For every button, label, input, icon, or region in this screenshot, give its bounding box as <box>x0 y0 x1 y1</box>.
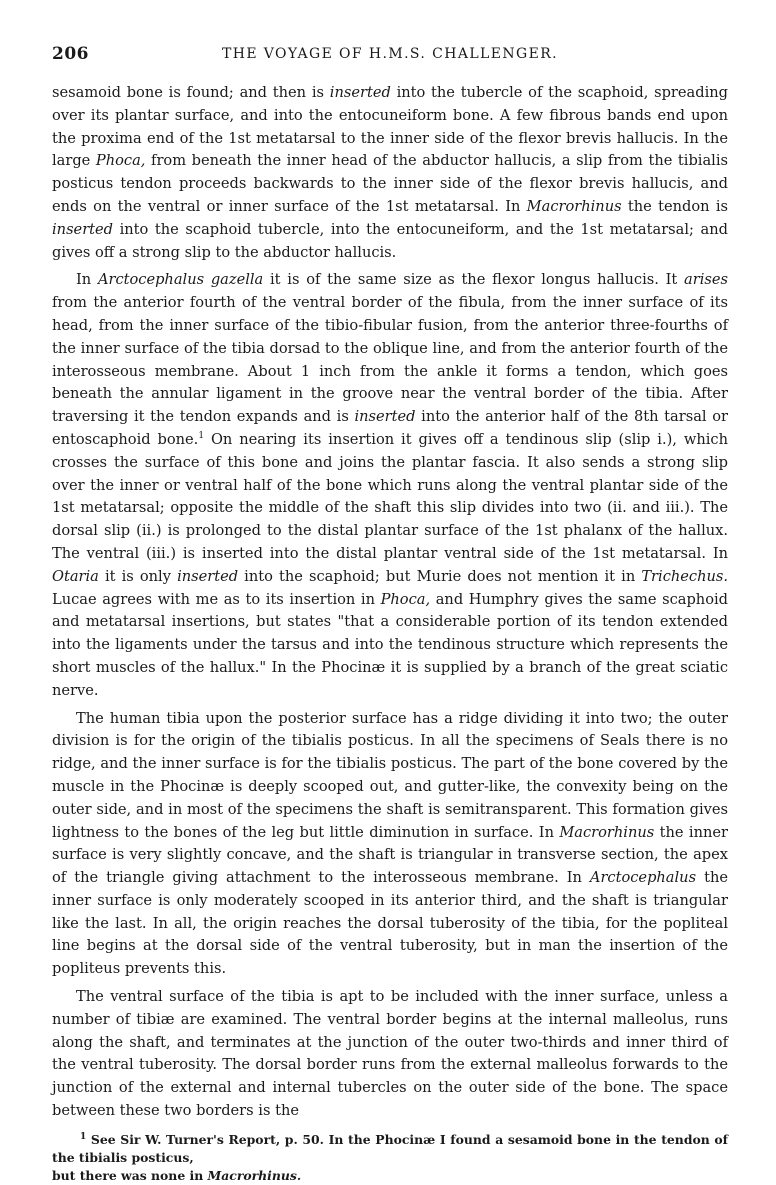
italic-term: arises <box>684 271 728 289</box>
text-run: into the scaphoid; but Murie does not mention it in <box>238 567 642 585</box>
text-run: into the anterior half of the 8th tarsal or entoscaphoid bone. <box>52 408 728 448</box>
text-run: sesamoid bone is found; and then is <box>52 84 330 101</box>
text-run: it is of the same size as the flexor longus hallucis. It <box>263 271 685 289</box>
paragraph-1 <box>52 82 728 264</box>
italic-term: Arctocephalus gazella <box>97 271 264 289</box>
text-run: the inner surface is very slightly concave, and the shaft is triangular in transverse section, the apex of the triangle giving attachment to the interosseous membrane. In <box>52 823 728 887</box>
text-run: the inner surface is only moderately scooped in its anterior third, and the shaft is triangular like the last. In all, the origin reaches the dorsal tuberosity of the tibia, for the popliteal line begins at the dorsal side of the ventral tuberosity, but in man the insertion of the popliteus prevents this. <box>52 869 728 978</box>
footnote-text-1: See Sir W. Turner's Report, p. 50. In the Phocinæ I found a sesamoid bone in the tendon of the tibialis posticus, <box>52 1131 728 1165</box>
footnote-text-2: but there was none in <box>52 1167 208 1183</box>
paragraph-3 <box>52 708 728 982</box>
text-run: The human tibia upon the posterior surface has a ridge dividing it into two; the outer division is for the origin of the tibialis posticus. In all the specimens of Seals there is no ridge, and the inner surface is for the tibialis posticus. The part of the bone covered by the muscle in the Phocinæ is deeply scooped out, and gutter-like, the convexity being on the outer side, and in most of the specimens the shaft is semitransparent. This formation gives lightness to the bones of the leg but little diminution in surface. In <box>52 709 728 841</box>
paragraph-2 <box>52 269 728 702</box>
footnote-line-1 <box>52 1131 728 1167</box>
running-title: THE VOYAGE OF H.M.S. CHALLENGER. <box>221 46 559 62</box>
footnote-genus: Macrorhinus. <box>207 1167 302 1183</box>
text-run: the tendon is <box>621 197 728 215</box>
text-run: The ventral surface of the tibia is apt to be included with the inner surface, unless a number of tibiæ are examined. The ventral border begins at the internal malleolus, runs along the shaft, and terminates at the junction of the outer two-thirds and inner third of the ventral tuberosity. The dorsal border runs from the external malleolus forwards to the junction of the external and internal tubercles on the outer side of the bone. The space between these two borders is the <box>52 988 728 1120</box>
italic-term: Otaria <box>52 567 99 585</box>
italic-term: inserted <box>52 220 114 238</box>
footnote-ref: 1 <box>198 431 205 442</box>
footnote <box>52 1131 728 1185</box>
text-run: into the tubercle of the scaphoid, spreading over its plantar surface, and into the entocuneiform bone. A few fibrous bands end upon the proxima end of the 1st metatarsal to the inner side of the flexor brevis hallucis. In the large <box>52 84 728 170</box>
italic-term: Phoca, <box>95 152 146 170</box>
body-text <box>52 82 728 1123</box>
text-run: and Humphry gives the same scaphoid and metatarsal insertions, but states "that a considerable portion of its tendon extended into the ligaments under the tarsus and into the tendinous structure which represents the short muscles of the hallux." In the Phocinæ it is supplied by a branch of the great sciatic nerve. <box>52 590 728 699</box>
footnote-line-2 <box>52 1167 728 1185</box>
text-run: into the scaphoid tubercle, into the entocuneiform, and the 1st metatarsal; and gives off a strong slip to the abductor hallucis. <box>52 220 728 261</box>
footnote-marker: 1 <box>80 1131 87 1142</box>
italic-term: Trichechus. <box>641 567 729 585</box>
italic-term: Macrorhinus <box>526 197 622 215</box>
italic-term: Phoca, <box>380 590 431 608</box>
italic-term: inserted <box>354 408 416 426</box>
text-run: On nearing its insertion it gives off a tendinous slip (slip i.), which crosses the surface of this bone and joins the plantar fascia. It also sends a strong slip over the inner or ventral half of the bone which runs along the ventral plantar side of the 1st metatarsal; opposite the middle of the shaft this slip divides into two (ii. and iii.). The dorsal slip (ii.) is prolonged to the distal plantar surface of the 1st phalanx of the hallux. The ventral (iii.) is inserted into the distal plantar ventral side of the 1st metatarsal. In <box>52 430 728 562</box>
page-number: 206 <box>52 44 89 64</box>
page-header <box>52 40 728 70</box>
text-run: Lucae agrees with me as to its insertion in <box>52 590 381 608</box>
italic-term: Arctocephalus <box>589 869 697 887</box>
paragraph-4 <box>52 986 728 1123</box>
text-run: In <box>76 271 98 289</box>
italic-term: Macrorhinus <box>559 823 655 841</box>
italic-term: inserted <box>177 567 239 585</box>
text-run: from the anterior fourth of the ventral border of the fibula, from the inner surface of its head, from the inner surface of the tibio-fibular fusion, from the anterior three-fourths of the inner surface of the tibia dorsad to the oblique line, and from the anterior fourth of the interosseous membrane. About 1 inch from the ankle it forms a tendon, which goes beneath the annular ligament in the groove near the ventral border of the tibia. After traversing it the tendon expands and is <box>52 294 728 426</box>
text-run: from beneath the inner head of the abductor hallucis, a slip from the tibialis posticus tendon proceeds backwards to the inner side of the flexor brevis hallucis, and ends on the ventral or inner surface of the 1st metatarsal. In <box>52 152 729 215</box>
italic-term: inserted <box>329 84 391 101</box>
text-run: it is only <box>98 567 178 585</box>
